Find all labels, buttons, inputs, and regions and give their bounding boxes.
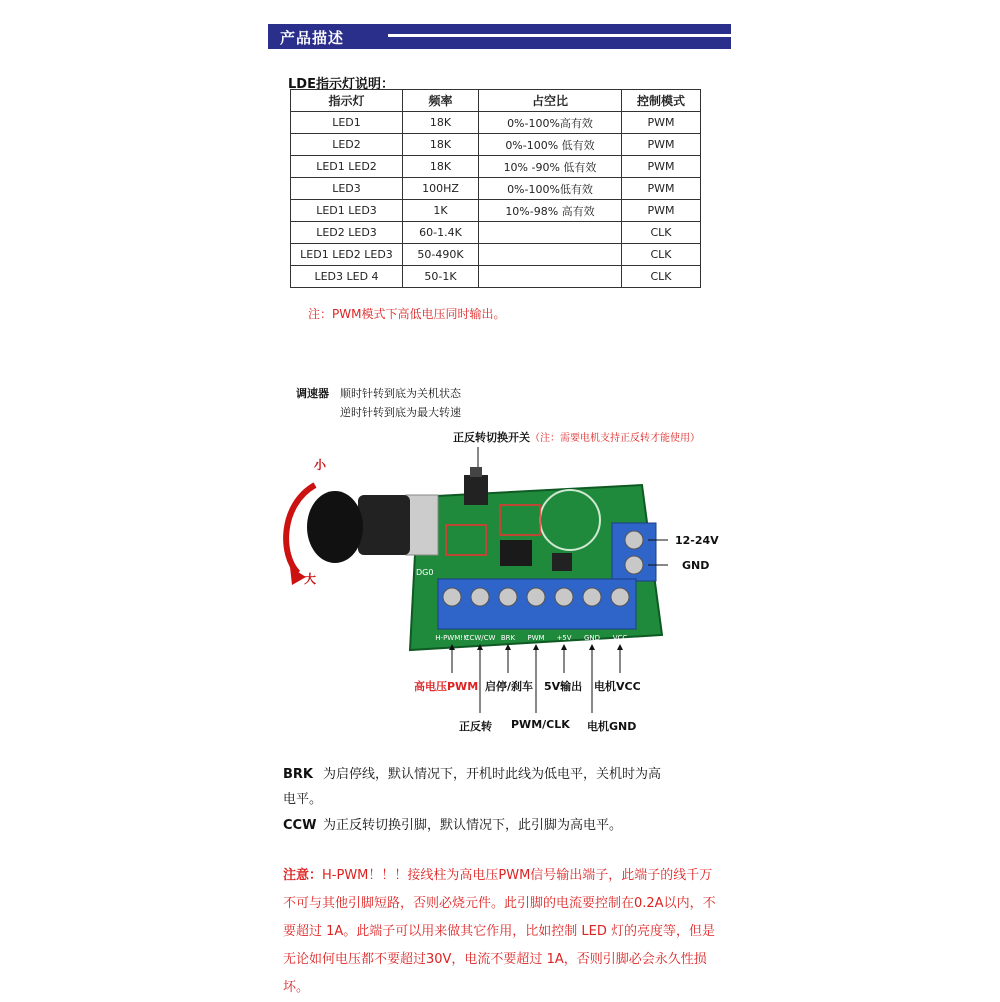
table-cell: 0%-100% 低有效 (479, 134, 622, 156)
pin-arrowhead (589, 644, 595, 650)
warning-block (283, 862, 723, 1002)
table-cell: LED1 LED2 LED3 (291, 244, 403, 266)
pot-line1: 顺时针转到底为关机状态 (340, 387, 461, 400)
terminal-screw[interactable] (499, 588, 517, 606)
table-cell: 18K (403, 134, 479, 156)
relay-component (552, 553, 572, 571)
board-model-text: JS02-V1.9 (395, 582, 404, 621)
pin-arrowhead (533, 644, 539, 650)
callout-vcc: 电机VCC (594, 680, 641, 693)
warning-key: 注意： (283, 868, 323, 883)
table-cell: LED3 (291, 178, 403, 200)
terminal-screw[interactable] (555, 588, 573, 606)
table-cell: LED2 LED3 (291, 222, 403, 244)
terminal-pin-label: PWM (527, 634, 545, 642)
desc-key: CCW (283, 818, 317, 833)
table-cell: LED1 LED2 (291, 156, 403, 178)
table-cell: 50-490K (403, 244, 479, 266)
table-row (291, 200, 701, 222)
desc-text-cont: 电平。 (283, 792, 323, 807)
callout-brk: 启停/刹车 (485, 680, 534, 693)
terminal-pin-label: GND (583, 634, 601, 642)
board-pin-text: DG0 (416, 568, 434, 577)
table-cell: 50-1K (403, 266, 479, 288)
table-cell: 0%-100%高有效 (479, 112, 622, 134)
power-gnd-label: GND (682, 559, 710, 572)
table-cell: LED3 LED 4 (291, 266, 403, 288)
table-row (291, 244, 701, 266)
col-header: 频率 (403, 90, 479, 112)
callout-ccw: 正反转 (459, 720, 492, 733)
table-cell: 60-1.4K (403, 222, 479, 244)
table-cell: PWM (622, 178, 701, 200)
table-cell: CLK (622, 266, 701, 288)
redacted-cell (479, 266, 622, 288)
table-cell: PWM (622, 156, 701, 178)
col-header: 控制模式 (622, 90, 701, 112)
table-row (291, 266, 701, 288)
desc-text: 为启停线，默认情况下，开机时此线为低电平，关机时为高 (323, 767, 662, 782)
redacted-cell (479, 244, 622, 266)
table-row (291, 178, 701, 200)
small-label: 小 (314, 458, 327, 472)
warning-text: H-PWM！！！接线柱为高电压PWM信号输出端子，此端子的线千万不可与其他引脚短路，否则必烧元件。此引脚的电流要控制在0.2A以内，不要超过 1A。此端子可以用来做其它作用，比如控制 LED 灯的亮度等，但是无论如何电压都不要超过30V，电流不要超过 1A，否则引脚必会永久性损坏。 (283, 868, 716, 995)
switch-callout (453, 429, 700, 445)
table-cell: 1K (403, 200, 479, 222)
switch-note: （注：需要电机支持正反转才能使用） (530, 433, 700, 444)
callout-pwm: PWM/CLK (511, 718, 570, 731)
terminal-pin-label: BRK (500, 634, 516, 642)
reverse-switch[interactable] (464, 475, 488, 505)
pot-bracket (406, 495, 438, 555)
table-cell: 0%-100%低有效 (479, 178, 622, 200)
terminal-pin-label: VCC (612, 634, 628, 642)
big-label: 大 (304, 572, 317, 586)
ic-chip (500, 540, 532, 566)
terminal-screw[interactable] (471, 588, 489, 606)
terminal-screw[interactable] (443, 588, 461, 606)
col-header: 占空比 (479, 90, 622, 112)
table-cell: 10% -90% 低有效 (479, 156, 622, 178)
power-input-label: 12-24V (675, 534, 719, 547)
header-stripe (388, 34, 731, 37)
table-cell: CLK (622, 222, 701, 244)
table-cell: LED1 (291, 112, 403, 134)
power-screw[interactable] (625, 556, 643, 574)
table-row (291, 222, 701, 244)
led-table (290, 89, 701, 288)
speed-knob[interactable] (307, 491, 363, 563)
section-header (268, 24, 731, 49)
callout-5v: 5V输出 (544, 680, 583, 693)
table-cell: PWM (622, 134, 701, 156)
table-cell: 100HZ (403, 178, 479, 200)
desc-key: BRK (283, 767, 313, 782)
table-row (291, 156, 701, 178)
pot-line2: 逆时针转到底为最大转速 (340, 406, 461, 419)
table-cell: 10%-98% 高有效 (479, 200, 622, 222)
table-cell: 18K (403, 112, 479, 134)
desc-ccw (283, 813, 622, 838)
table-row (291, 134, 701, 156)
table-row (291, 112, 701, 134)
pin-arrowhead (561, 644, 567, 650)
table-cell: 18K (403, 156, 479, 178)
terminal-screw[interactable] (583, 588, 601, 606)
terminal-screw[interactable] (527, 588, 545, 606)
callout-gnd: 电机GND (587, 720, 637, 733)
table-title: LDE指示灯说明： (288, 77, 394, 92)
table-cell: PWM (622, 200, 701, 222)
power-screw[interactable] (625, 531, 643, 549)
table-cell: LED2 (291, 134, 403, 156)
desc-text: 为正反转切换引脚，默认情况下，此引脚为高电平。 (323, 818, 623, 833)
terminal-pin-label: H-PWM!!! (435, 634, 469, 642)
table-cell: CLK (622, 244, 701, 266)
callout-hpwm: 高电压PWM (414, 680, 479, 693)
board-diagram (270, 445, 730, 745)
switch-lever[interactable] (470, 467, 482, 477)
pin-arrowhead (617, 644, 623, 650)
pot-name: 调速器 (296, 387, 329, 400)
redacted-cell (479, 222, 622, 244)
table-header-row (291, 90, 701, 112)
terminal-screw[interactable] (611, 588, 629, 606)
terminal-pin-label: CCW/CW (464, 634, 496, 642)
pot-shaft (358, 495, 410, 555)
desc-brk (283, 762, 661, 812)
table-cell: LED1 LED3 (291, 200, 403, 222)
col-header: 指示灯 (291, 90, 403, 112)
switch-label: 正反转切换开关 (453, 431, 530, 444)
table-note: 注：PWM模式下高低电压同时输出。 (308, 307, 506, 321)
header-title: 产品描述 (280, 29, 345, 47)
terminal-pin-label: +5V (556, 634, 572, 642)
table-cell: PWM (622, 112, 701, 134)
